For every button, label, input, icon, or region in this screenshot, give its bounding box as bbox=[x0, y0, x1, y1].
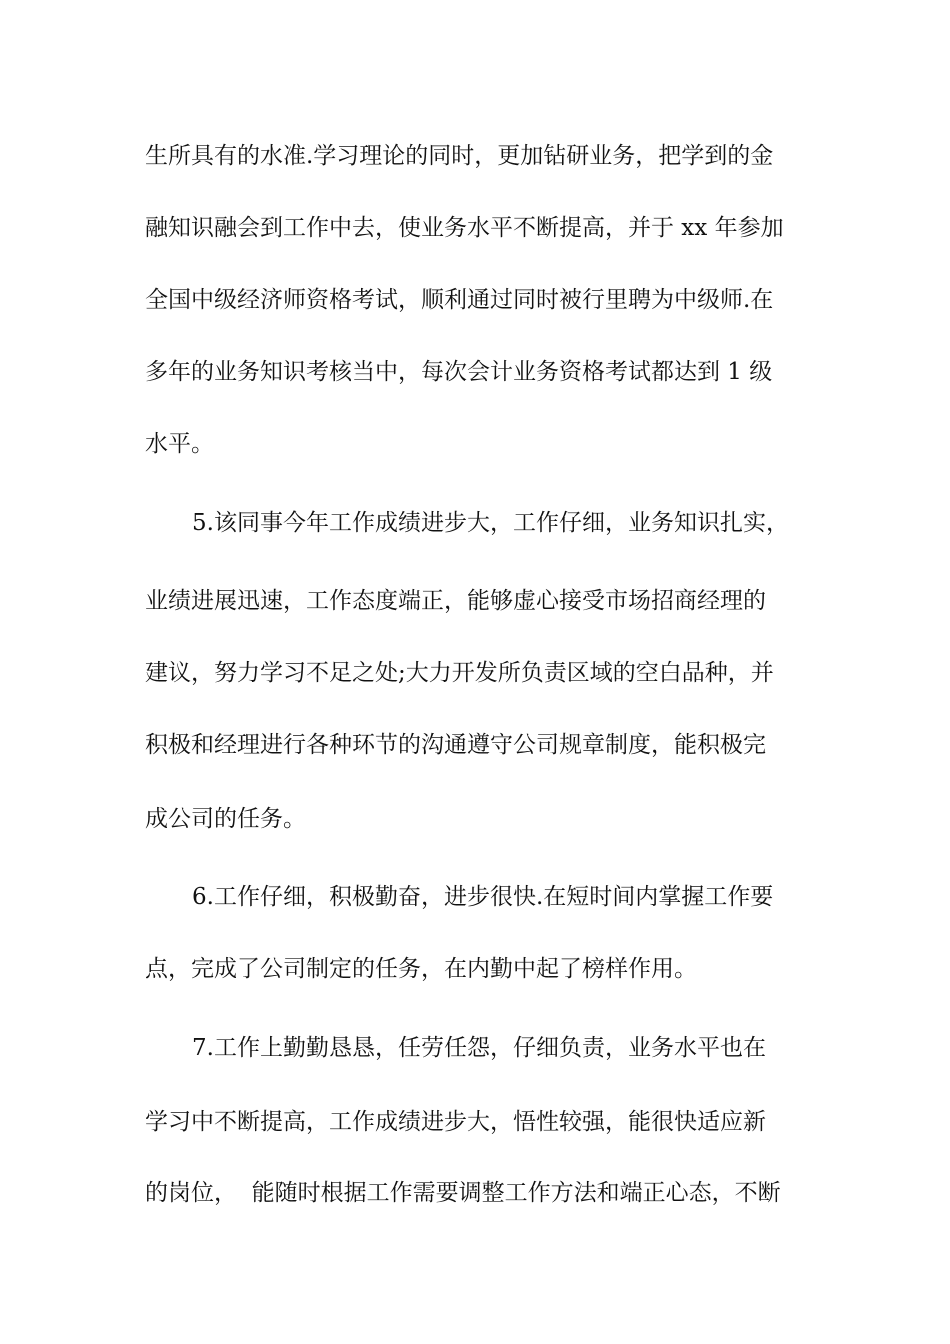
paragraph-line: 点，完成了公司制定的任务，在内勤中起了榜样作用。 bbox=[145, 956, 697, 982]
paragraph-line: 的岗位， 能随时根据工作需要调整工作方法和端正心态，不断 bbox=[145, 1180, 781, 1206]
paragraph-line: 积极和经理进行各种环节的沟通遵守公司规章制度，能积极完 bbox=[145, 732, 766, 758]
paragraph-line: 融知识融会到工作中去，使业务水平不断提高，并于 xx 年参加 bbox=[145, 215, 784, 241]
paragraph-line: 7.工作上勤勤恳恳，任劳任怨，仔细负责，业务水平也在 bbox=[192, 1035, 766, 1061]
paragraph-line: 5.该同事今年工作成绩进步大，工作仔细，业务知识扎实， bbox=[192, 510, 789, 536]
paragraph-line: 学习中不断提高，工作成绩进步大，悟性较强，能很快适应新 bbox=[145, 1109, 766, 1135]
paragraph-line: 建议，努力学习不足之处;大力开发所负责区域的空白品种，并 bbox=[145, 660, 774, 686]
paragraph-line: 6.工作仔细，积极勤奋，进步很快.在短时间内掌握工作要 bbox=[192, 884, 774, 910]
paragraph-line: 生所具有的水准.学习理论的同时，更加钻研业务，把学到的金 bbox=[145, 143, 774, 169]
paragraph-line: 水平。 bbox=[145, 431, 214, 457]
paragraph-line: 全国中级经济师资格考试，顺利通过同时被行里聘为中级师.在 bbox=[145, 287, 774, 313]
paragraph-line: 业绩进展迅速，工作态度端正，能够虚心接受市场招商经理的 bbox=[145, 588, 766, 614]
paragraph-line: 多年的业务知识考核当中，每次会计业务资格考试都达到 1 级 bbox=[145, 359, 773, 385]
paragraph-line: 成公司的任务。 bbox=[145, 806, 306, 832]
